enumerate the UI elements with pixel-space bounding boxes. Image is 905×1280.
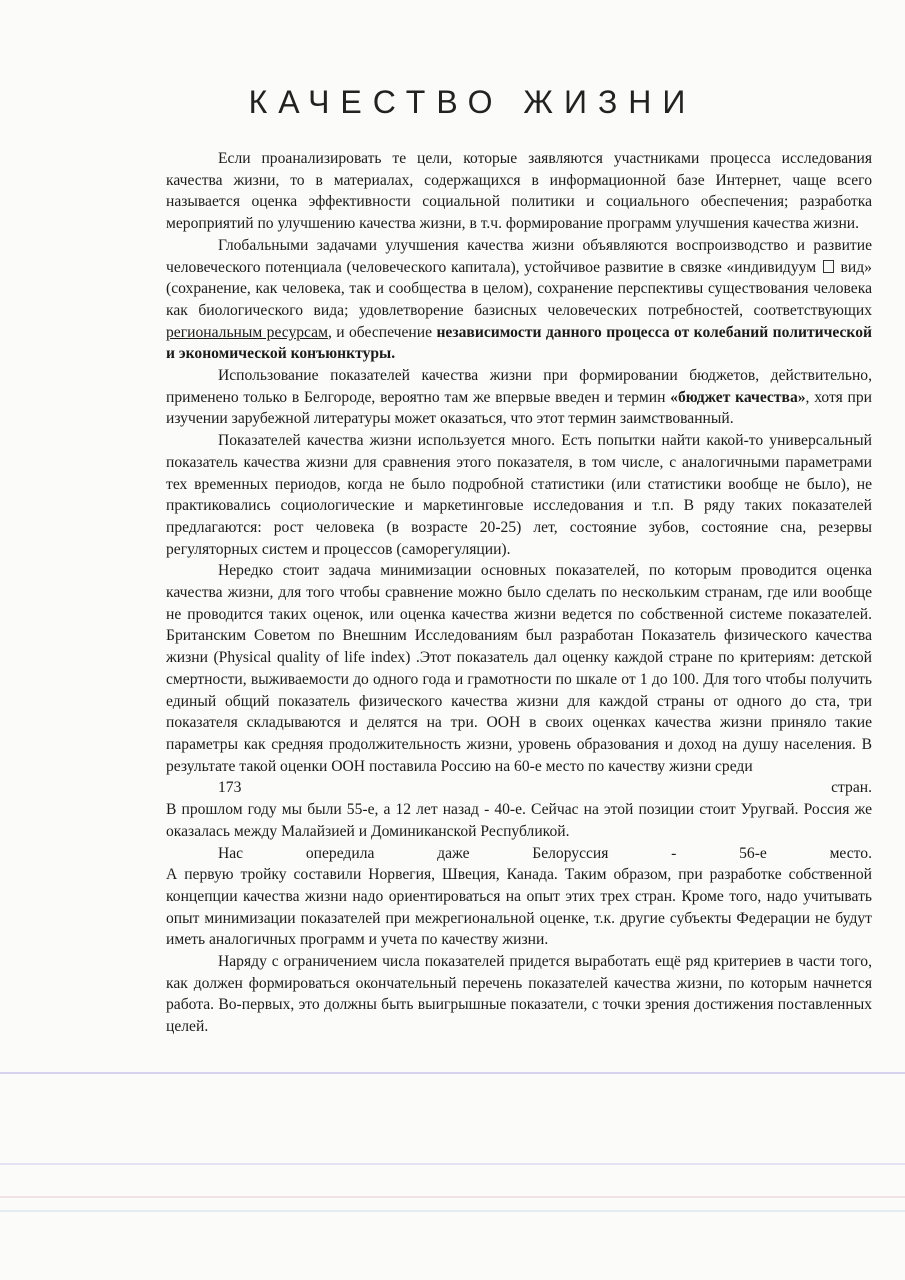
bold-phrase: независимости данного процесса от колебаний политической и экономической конъюнктуры.: [166, 323, 872, 363]
page-title: КАЧЕСТВО ЖИЗНИ: [248, 84, 697, 120]
scan-artifact-line: [0, 1196, 905, 1198]
scan-artifact-line: [0, 1163, 905, 1165]
line-belarus: [166, 843, 872, 865]
paragraph-minimization: [166, 560, 872, 777]
text-run: , хотя при изучении зарубежной литературы может оказаться, что этот термин заимствованный.: [166, 388, 873, 428]
scan-artifact-line: [0, 1210, 905, 1212]
text-run: -: [671, 844, 677, 862]
text-run: Глобальными задачами улучшения качества жизни объявляются воспроизводство и развитие человеческого потенциала (человеческого капитала), устойчивое развитие в связке «индивидуум: [166, 236, 872, 276]
text-run: , и обеспечение: [327, 323, 433, 341]
scan-artifact-line: [0, 1072, 905, 1074]
paragraph-indicators: Показателей качества жизни используется много. Есть попытки найти какой-то универсальный показатель качества жизни для сравнения этого показателя, в том числе, с аналогичными параметрами тех временных периодов, когда не было подробной статистики (или статистики вообще не было), не практиковались социологические и маркетинговые исследования и т.п. В ряду таких показателей предлагаются: рост человека (в возрасте 20-25) лет, состояние зубов, состояние сна, резервы регуляторных систем и процессов (саморегуляции).: [166, 432, 872, 558]
document-body: [166, 148, 872, 1038]
paragraph-criteria: Наряду с ограничением числа показателей придется выработать ещё ряд критериев в части того, как должен формироваться окончательный перечень показателей качества жизни, по которым начнется работа. Во-первых, это должны быть выигрышные показатели, с точки зрения достижения поставленных целей.: [166, 953, 872, 1036]
text-run: стран.: [831, 779, 872, 797]
text-run: опередила: [305, 844, 375, 862]
unknown-glyph-box: [823, 260, 834, 273]
text-run: Использование показателей качества жизни при формировании бюджетов, действительно, применено только в Белгороде, вероятно там же впервые введен и термин: [166, 367, 872, 406]
bold-term: «бюджет качества»: [670, 388, 806, 406]
line-last-year: В прошлом году мы были 55-е, а 12 лет назад - 40-е. Сейчас на этой позиции стоит Уругвай. Россия же оказалась между Малайзией и Доминиканской Республикой.: [166, 801, 872, 840]
text-run: 173: [218, 779, 242, 797]
text-run: вид» (сохранение, как человека, так и сообщества в целом), сохранение перспективы существования человека как биологического вида; удовлетворение базисных человеческих потребностей, соответствующих: [166, 258, 872, 319]
text-run: Нас: [218, 844, 244, 862]
text-run: Нередко стоит задача минимизации основных показателей, по которым проводится оценка качества жизни, для того чтобы сравнение можно было сделать по нескольким странам, где или вообще не проводится таких оценок, или оценка качества жизни ведется по собственной системе показателей. Британским Советом по Внешним Исследованиям был разработан Показатель физического качества жизни (Physical quality of life index) .Этот показатель дал оценку каждой стране по критериям: детской смертности, выживаемости до одного года и грамотности по шкале от 1 до 100. Для того чтобы получить единый общий показатель физического качества жизни для каждой страны от одного до ста, три показателя складываются и делятся на три. ООН в своих оценках качества жизни приняло такие параметры как средняя продолжительность жизни, уровень образования и доход на душу населения. В результате такой оценки ООН поставила Россию на 60-е место по качеству жизни среди: [166, 562, 872, 775]
text-run: место.: [829, 844, 872, 862]
paragraph-goals: Если проанализировать те цели, которые заявляются участниками процесса исследования качества жизни, то в материалах, содержащихся в информационной базе Интернет, чаще всего называется оценка эффективности социальной политики и социального обеспечения; разработка мероприятий по улучшению качества жизни, в т.ч. формирование программ улучшения качества жизни.: [166, 150, 872, 233]
paragraph-global-tasks: [166, 235, 872, 365]
text-run: Белоруссия: [532, 844, 609, 862]
line-173-countries: [166, 777, 872, 799]
paragraph-budget: [166, 365, 872, 430]
line-top-three: А первую тройку составили Норвегия, Швеция, Канада. Таким образом, при разработке собственной концепции качества жизни надо ориентироваться на опыт этих трех стран. Кроме того, надо учитывать опыт минимизации показателей при межрегиональной оценке, т.к. другие субъекты Федерации не будут иметь аналогичных программ и учета по качеству жизни.: [166, 866, 872, 949]
underlined-phrase: региональным ресурсам: [166, 323, 328, 341]
text-run: даже: [437, 844, 470, 862]
text-run: 56-е: [739, 844, 767, 862]
